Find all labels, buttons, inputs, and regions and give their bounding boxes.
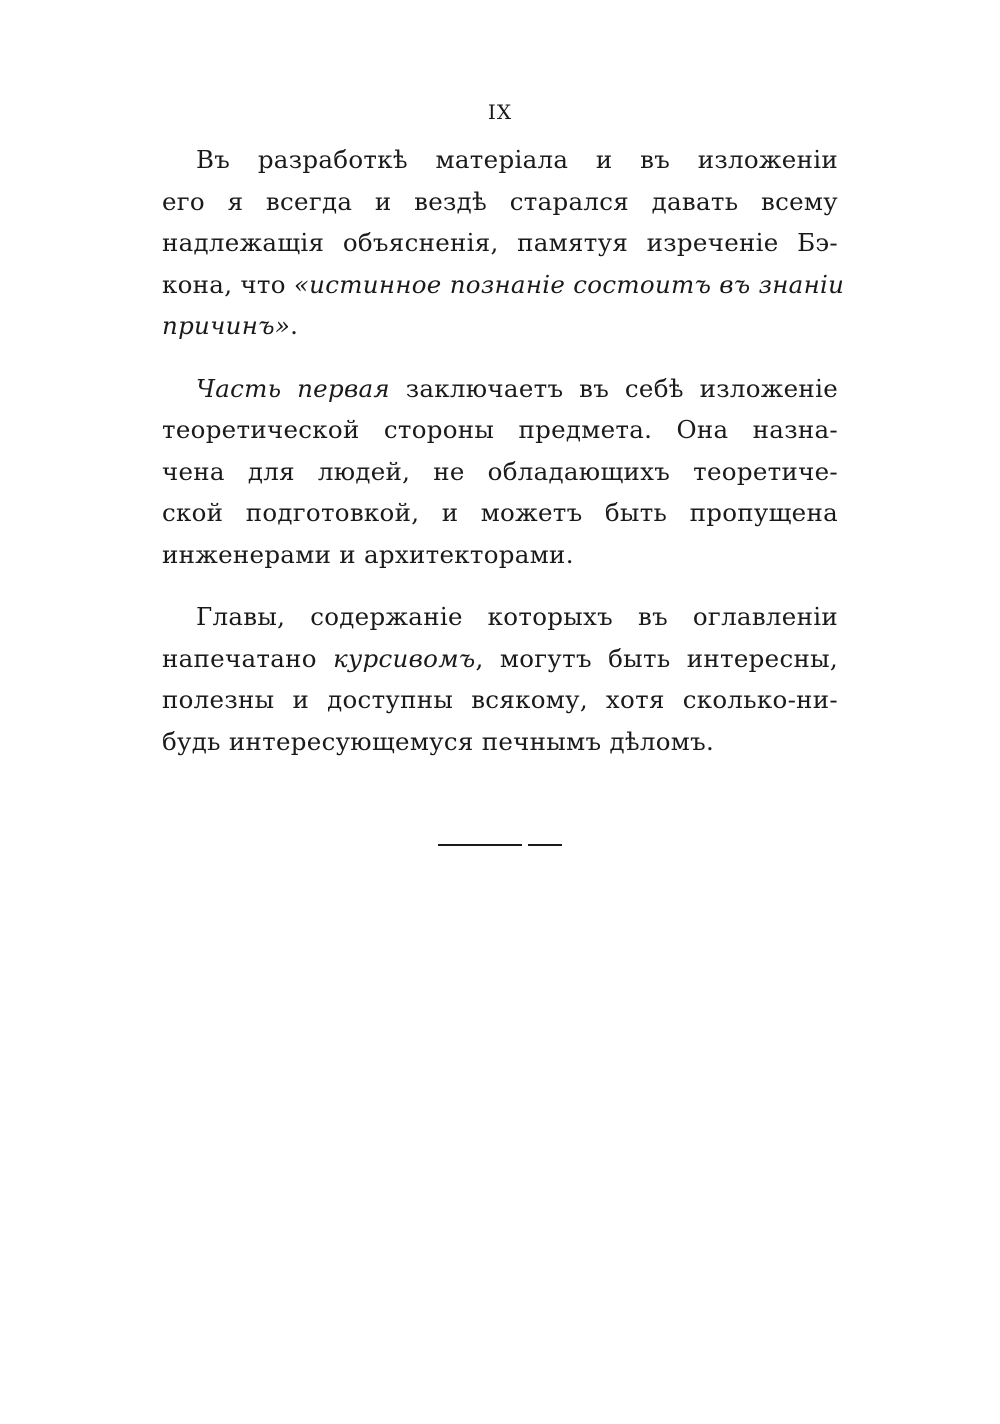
text-line <box>162 264 845 306</box>
text-line <box>162 368 838 410</box>
text-line <box>162 305 838 347</box>
text-line: чена для людей, не обладающихъ теоретиче- <box>162 456 838 486</box>
text-span: заключаетъ въ себѣ изложеніе <box>389 373 838 403</box>
text-line: Въ разработкѣ матеріала и въ изложеніи <box>196 145 838 174</box>
rule-segment <box>438 844 522 846</box>
text-line: Главы, содержаніе которыхъ въ оглавленіи <box>196 602 838 631</box>
section-end-rule <box>438 844 562 846</box>
text-line <box>162 638 838 680</box>
text-span: , могутъ быть интересны, <box>475 643 838 673</box>
text-line: инженерами и архитекторами. <box>162 539 574 569</box>
italic-quote: «истинное познаніе состоитъ въ знаніи <box>293 269 845 299</box>
text-line: ской подготовкой, и можетъ быть пропущена <box>162 498 838 527</box>
text-line: его я всегда и вездѣ старался давать всему <box>162 186 838 216</box>
paragraph-2 <box>162 368 838 576</box>
paragraph-1 <box>162 139 845 347</box>
text-span: кона, что <box>162 269 294 299</box>
text-span: . <box>290 311 299 340</box>
italic-quote: причинъ» <box>162 311 291 340</box>
italic-term: курсивомъ <box>333 643 476 673</box>
page-number: IX <box>487 100 513 124</box>
paragraph-3 <box>162 596 838 762</box>
text-span: напечатано <box>162 643 334 673</box>
text-line: теоретической стороны предмета. Она назна- <box>162 415 838 444</box>
italic-term: Часть первая <box>196 373 390 403</box>
text-line: будь интересующемуся печнымъ дѣломъ. <box>162 726 715 756</box>
text-line: надлежащія объясненія, памятуя изреченіе Бэ- <box>162 228 838 257</box>
rule-segment <box>528 844 562 846</box>
body-text <box>162 139 845 783</box>
text-line: полезны и доступны всякому, хотя сколько-ни- <box>162 685 838 714</box>
